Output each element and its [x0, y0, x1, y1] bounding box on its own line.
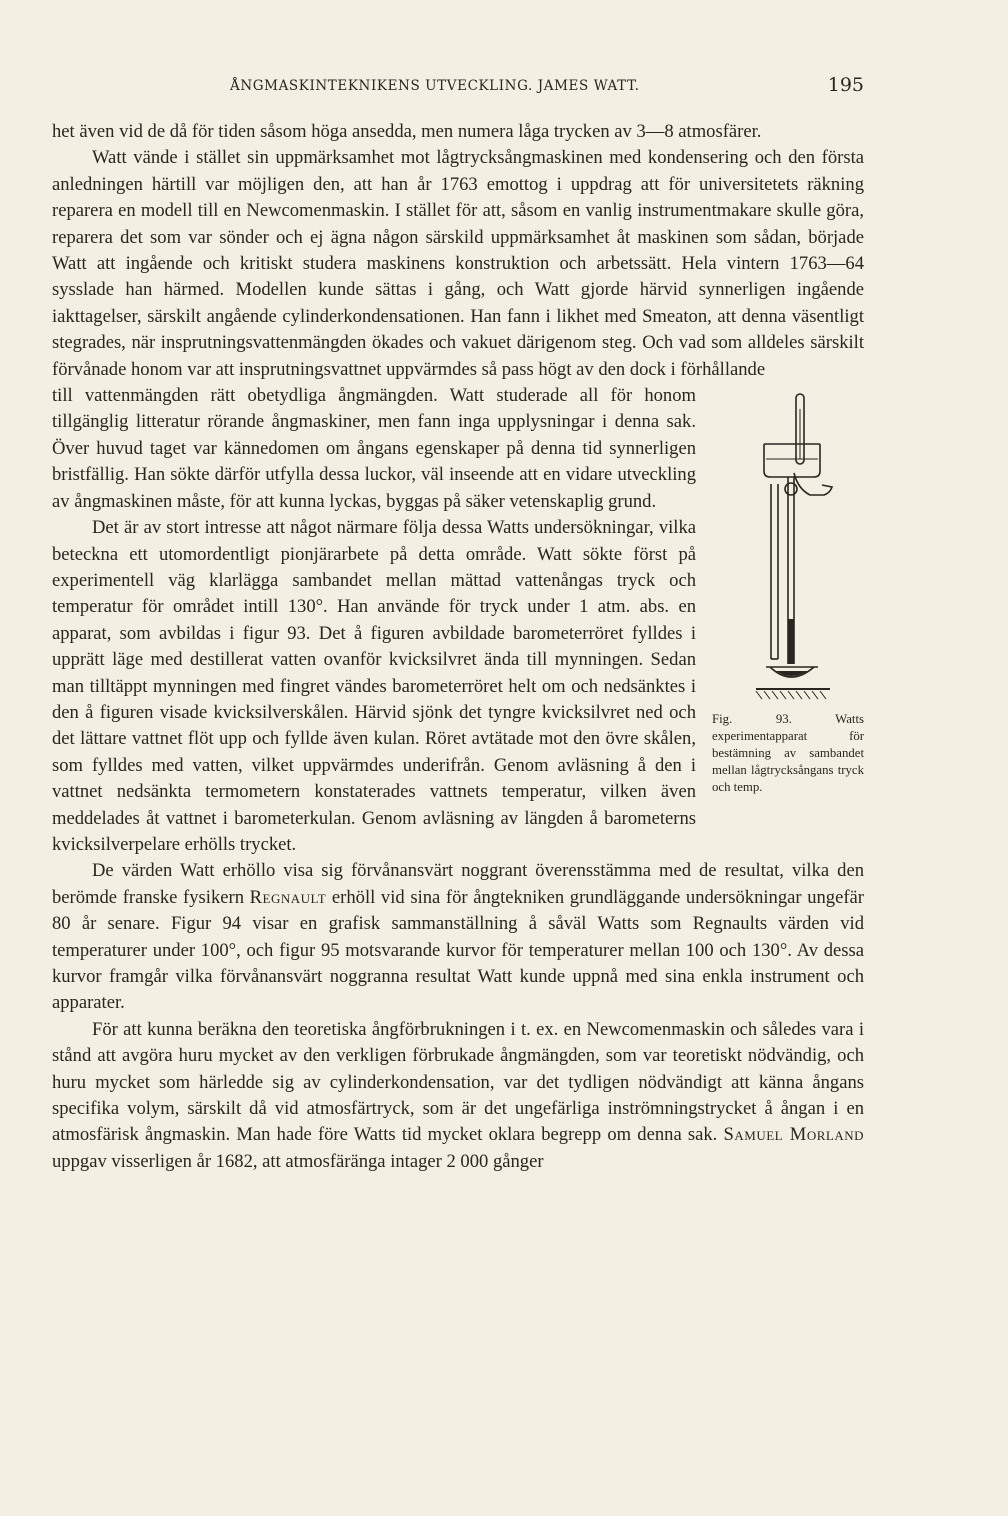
- name-samuel-morland: Samuel Morland: [723, 1124, 865, 1146]
- running-head: ÅNGMASKINTEKNIKENS UTVECKLING. JAMES WATT.: [230, 78, 640, 94]
- figure-caption: Fig. 93. Watts experimentapparat för bestämning av sambandet mellan lågtrycksångans tryck och temp.: [712, 712, 864, 795]
- page-header: [52, 76, 864, 100]
- paragraph-4: [52, 858, 864, 1016]
- page-number: 195: [827, 74, 864, 96]
- paragraph-5-text-b: uppgav visserligen år 1682, att atmosfäränga intager 2 000 gånger: [52, 1150, 544, 1172]
- body-text: [52, 119, 864, 1175]
- paragraph-1: het även vid de då för tiden såsom höga ansedda, men numera låga trycken av 3—8 atmosfärer.: [52, 121, 762, 142]
- figure-93: [712, 389, 864, 822]
- paragraph-3: Det är av stort intresse att något närmare följa dessa Watts undersökningar, vilka beteckna ett utomordentligt pionjärarbete på detta område. Watt sökte först på experimentell väg klarlägga sambandet mellan mättad vattenångas tryck och temperatur för området intill 130°. Han använde för tryck under 1 atm. abs. en apparat, som avbildas i figur 93. Det å figuren avbildade barometerröret fylldes i upprätt läge med destillerat vatten ovanför kvicksilvret ända till mynningen. Sedan man tilltäppt mynningen med fingret vändes barometerröret helt om och nedsänktes i den å figuren visade kvicksilverskålen. Härvid sjönk det tyngre kvicksilvret ned och det lättare vattnet flöt upp och fyllde även kulan. Röret avtätade mot den övre skålen, som fylldes med vatten, vilket uppvärmdes underifrån. Genom avläsning å den i vattnet nedsänkta termometern konstaterades vattnets temperatur, vilken även meddelades åt vattnet i barometerkulan. Genom avläsning av längden å barometerns kvicksilverpelare erhölls trycket.: [52, 517, 696, 855]
- paragraph-5-text-a: För att kunna beräkna den teoretiska ångförbrukningen i t. ex. en Newcomenmaskin och således vara i stånd att avgöra huru mycket av den verkligen förbrukade ångmängden, som var teoretiskt nödvändig, och huru mycket som härledde sig av cylinderkondensation, var det tydligen nödvändigt att känna ångans specifika volym, särskilt då vid atmosfärtryck, som är det ungefärliga inströmningstrycket å ångan i en atmosfärisk ångmaskin. Man hade före Watts tid mycket oklara begrepp om denna sak.: [52, 1018, 864, 1146]
- barometer-apparatus-illustration: [726, 389, 856, 709]
- paragraph-5: [52, 1017, 864, 1175]
- paragraph-2b: till vattenmängden rätt obetydliga ångmängden. Watt studerade all för honom tillgänglig litteratur rörande ångmaskiner, men fann inga upplysningar i denna sak. Över huvud taget var kännedomen om ångans egenskaper på denna tid synnerligen bristfällig. Han sökte därför utfylla dessa luckor, väl inseende att en vidare utveckling av ångmaskinen måste, för att kunna lyckas, byggas på säker vetenskaplig grund.: [52, 385, 696, 512]
- paragraph-2a: Watt vände i stället sin uppmärksamhet mot lågtrycksångmaskinen med kondensering och den första anledningen härtill var möjligen den, att han år 1763 emottog i uppdrag att för universitetets räkning reparera en modell till en Newcomenmaskin. I stället för att, såsom en vanlig instrumentmakare skulle göra, reparera det som var sönder och ej ägna någon särskild uppmärksamhet åt maskinen som sådan, började Watt att ingående och kritiskt studera maskinens konstruktion och arbetssätt. Hela vintern 1763—64 sysslade han härmed. Modellen kunde sättas i gång, och Watt gjorde härvid synnerligen ingående iakttagelser, särskilt angående cylinderkondensationen. Han fann i likhet med Smeaton, att denna väsentligt stegrades, när insprutningsvattenmängden ökades och vakuet därigenom steg. Och vad som alldeles särskilt förvånade honom var att insprutningsvattnet uppvärmdes så pass högt av den dock i förhållande: [52, 147, 864, 380]
- paragraph-4-text-b: erhöll vid sina för ångtekniken grundläggande undersökningar ungefär 80 år senare. Figur 94 visar en grafisk sammanställning å såväl Watts som Regnaults värden vid temperaturer under 100°, och figur 95 motsvarande kurvor för temperaturer mellan 100 och 130°. Av dessa kurvor framgår vilka förvånansvärt noggranna resultat Watt kunde uppnå med sina enkla instrument och apparater.: [52, 886, 864, 1014]
- name-regnault: Regnault: [249, 886, 327, 908]
- paragraph-4-text-a: De värden Watt erhöllo visa sig förvånansvärt noggrant överensstämma med de resultat, vilka den berömde franske fysikern: [52, 860, 864, 908]
